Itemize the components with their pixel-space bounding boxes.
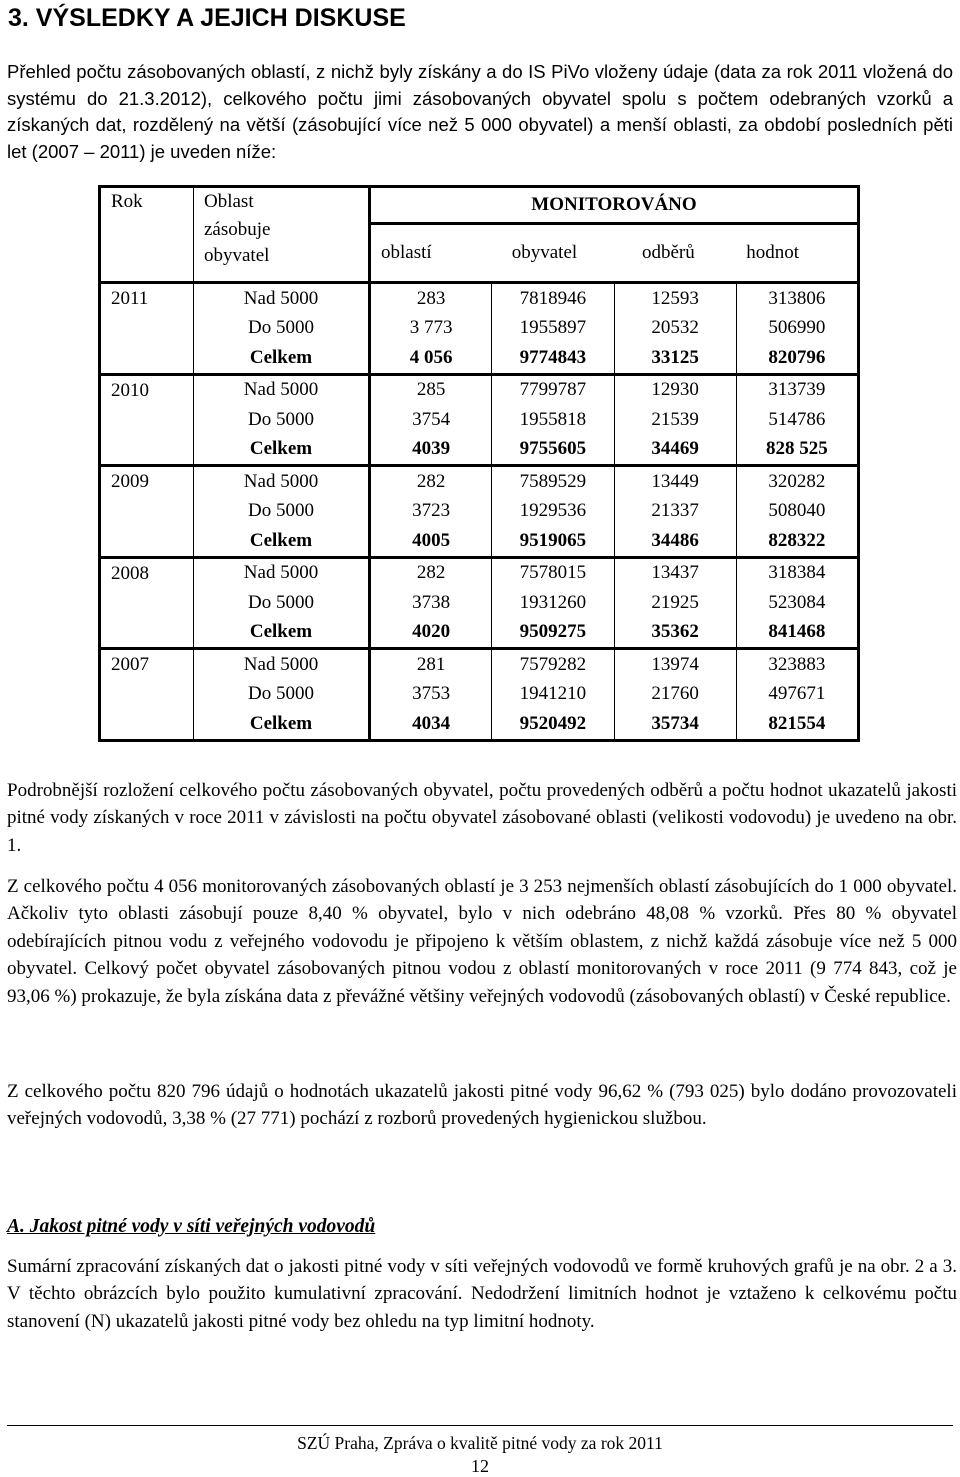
cell-region: Do 5000: [194, 497, 370, 527]
cell-year: 2007: [100, 649, 194, 741]
cell-obyvatel: 9755605: [492, 435, 614, 466]
paragraph-2: Z celkového počtu 4 056 monitorovaných zásobovaných oblastí je 3 253 nejmenších oblastí zásobujících do 1 000 obyvatel. Ačkoliv tyto oblasti zásobují pouze 8,40 % obyvatel, bylo v nich odebráno 48,08 % vzorků. Přes 80 % obyvatel odebírajících pitnou vodu z veřejného vodovodu je připojeno k větším oblastem, z nichž každá zásobuje více než 5 000 obyvatel. Celkový počet obyvatel zásobovaných pitnou vodou z oblastí monitorovaných v roce 2011 (9 774 843, což je 93,06 %) prokazuje, že byla získána data z převážné většiny veřejných vodovodů (zásobovaných oblastí) v České republice.: [7, 876, 957, 1007]
cell-hodnot: 320282: [736, 466, 858, 497]
cell-oblasti: 4 056: [370, 343, 492, 374]
cell-oblasti: 285: [370, 374, 492, 405]
cell-obyvatel: 7579282: [492, 649, 614, 680]
header-oblasti: oblastí: [370, 224, 492, 283]
cell-hodnot: 523084: [768, 591, 826, 613]
cell-obyvatel: 9509275: [492, 618, 614, 649]
header-oblast-line2: zásobuje: [204, 219, 271, 240]
cell-obyvatel: 1955897: [492, 314, 614, 344]
cell-oblasti: 4034: [370, 709, 492, 740]
cell-region: Nad 5000: [194, 649, 370, 680]
cell-odberu: 12930: [614, 374, 736, 405]
table-row: [100, 588, 859, 618]
footer-text: SZÚ Praha, Zpráva o kvalitě pitné vody za rok 2011: [297, 1433, 663, 1453]
cell-hodnot: 313806: [736, 283, 858, 314]
cell-odberu: 20532: [614, 314, 736, 344]
cell-hodnot: 508040: [768, 500, 826, 522]
table-body: [100, 283, 859, 741]
section-a-title: A. Jakost pitné vody v síti veřejných vodovodů: [7, 1216, 376, 1237]
cell-oblasti: 4005: [370, 526, 492, 557]
header-monitorovano: MONITOROVÁNO: [370, 187, 859, 224]
cell-odberu: 33125: [614, 343, 736, 374]
paragraph-3: Z celkového počtu 820 796 údajů o hodnotách ukazatelů jakosti pitné vody 96,62 % (793 025) bylo dodáno provozovateli veřejných vodovodů, 3,38 % (27 771) pochází z rozborů provedených hygienickou službou.: [7, 1081, 957, 1130]
cell-hodnot: 323883: [736, 649, 858, 680]
table-row: [100, 618, 859, 649]
header-odberu: odběrů: [614, 224, 736, 283]
cell-odberu: 21760: [614, 680, 736, 710]
cell-region: Nad 5000: [194, 374, 370, 405]
cell-odberu: 13449: [614, 466, 736, 497]
cell-region: Celkem: [194, 343, 370, 374]
cell-hodnot: 506990: [768, 317, 826, 339]
cell-obyvatel: 9519065: [492, 526, 614, 557]
cell-region: Nad 5000: [194, 283, 370, 314]
cell-oblasti: 283: [370, 283, 492, 314]
paragraph-4: Sumární zpracování získaných dat o jakosti pitné vody v síti veřejných vodovodů ve formě kruhových grafů je na obr. 2 a 3. V těchto obrázcích bylo použito kumulativní zpracování. Nedodržení limitních hodnot je vztaženo k celkovému počtu stanovení (N) ukazatelů jakosti pitné vody bez ohledu na typ limitní hodnoty.: [7, 1256, 957, 1332]
header-oblast-line3: obyvatel: [204, 245, 270, 266]
table-row: [100, 374, 859, 405]
cell-hodnot: 828 525: [766, 438, 828, 460]
cell-hodnot: 318384: [736, 557, 858, 588]
cell-oblasti: 281: [370, 649, 492, 680]
page-number: 12: [471, 1456, 489, 1476]
cell-hodnot: 841468: [768, 621, 826, 643]
cell-odberu: 13437: [614, 557, 736, 588]
cell-region: Do 5000: [194, 405, 370, 435]
cell-oblasti: 4039: [370, 435, 492, 466]
cell-obyvatel: 9774843: [492, 343, 614, 374]
cell-year: 2010: [100, 374, 194, 466]
cell-oblasti: 282: [370, 557, 492, 588]
cell-year: 2011: [100, 283, 194, 375]
monitoring-table: [98, 185, 860, 742]
cell-year: 2008: [100, 557, 194, 649]
cell-region: Do 5000: [194, 680, 370, 710]
table-row: [100, 405, 859, 435]
table-row: [100, 497, 859, 527]
cell-obyvatel: 1955818: [492, 405, 614, 435]
header-rok: Rok: [100, 187, 194, 283]
table-row: [100, 709, 859, 740]
cell-obyvatel: 7578015: [492, 557, 614, 588]
table-row: [100, 283, 859, 314]
paragraph-1: Podrobnější rozložení celkového počtu zásobovaných obyvatel, počtu provedených odběrů a počtu hodnot ukazatelů jakosti pitné vody získaných v roce 2011 v závislosti na počtu obyvatel zásobované oblasti (velikosti vodovodu) je uvedeno na obr. 1.: [7, 780, 957, 856]
cell-oblasti: 282: [370, 466, 492, 497]
cell-region: Celkem: [194, 618, 370, 649]
header-hodnot: hodnot: [736, 224, 858, 283]
cell-hodnot: 497671: [768, 683, 826, 705]
cell-hodnot: 313739: [736, 374, 858, 405]
header-oblast: [194, 187, 370, 283]
cell-odberu: 34486: [614, 526, 736, 557]
cell-hodnot: 828322: [768, 529, 826, 551]
footer-divider: [7, 1425, 953, 1426]
cell-odberu: 13974: [614, 649, 736, 680]
table-row: [100, 343, 859, 374]
cell-oblasti: 3754: [370, 405, 492, 435]
cell-obyvatel: 1941210: [492, 680, 614, 710]
cell-oblasti: 3 773: [370, 314, 492, 344]
cell-region: Celkem: [194, 435, 370, 466]
cell-region: Do 5000: [194, 588, 370, 618]
cell-obyvatel: 9520492: [492, 709, 614, 740]
cell-oblasti: 3738: [370, 588, 492, 618]
cell-obyvatel: 1931260: [492, 588, 614, 618]
table-row: [100, 680, 859, 710]
table-row: [100, 314, 859, 344]
cell-obyvatel: 7799787: [492, 374, 614, 405]
cell-odberu: 21539: [614, 405, 736, 435]
table-row: [100, 526, 859, 557]
cell-odberu: 35734: [614, 709, 736, 740]
cell-obyvatel: 7818946: [492, 283, 614, 314]
cell-hodnot: 514786: [768, 408, 826, 430]
cell-hodnot: 820796: [768, 346, 826, 368]
table-row: [100, 466, 859, 497]
table-row: [100, 435, 859, 466]
section-heading: 3. VÝSLEDKY A JEJICH DISKUSE: [8, 4, 406, 32]
cell-obyvatel: 7589529: [492, 466, 614, 497]
cell-hodnot: 821554: [768, 712, 826, 734]
header-oblast-line1: Oblast: [204, 191, 254, 212]
cell-region: Nad 5000: [194, 466, 370, 497]
cell-odberu: 34469: [614, 435, 736, 466]
cell-region: Nad 5000: [194, 557, 370, 588]
table-row: [100, 557, 859, 588]
intro-paragraph: Přehled počtu zásobovaných oblastí, z nichž byly získány a do IS PiVo vloženy údaje (data za rok 2011 vložená do systému do 21.3.2012), celkového počtu jimi zásobovaných obyvatel spolu s počtem odebraných vzorků a získaných dat, rozdělený na větší (zásobující více než 5 000 obyvatel) a menší oblasti, za období posledních pěti let (2007 – 2011) je uveden níže:: [7, 61, 953, 163]
cell-oblasti: 3753: [370, 680, 492, 710]
cell-oblasti: 4020: [370, 618, 492, 649]
header-obyvatel: obyvatel: [492, 224, 614, 283]
cell-oblasti: 3723: [370, 497, 492, 527]
cell-odberu: 21337: [614, 497, 736, 527]
cell-odberu: 21925: [614, 588, 736, 618]
cell-odberu: 35362: [614, 618, 736, 649]
cell-region: Celkem: [194, 526, 370, 557]
cell-region: Celkem: [194, 709, 370, 740]
cell-year: 2009: [100, 466, 194, 558]
cell-obyvatel: 1929536: [492, 497, 614, 527]
cell-odberu: 12593: [614, 283, 736, 314]
table-row: [100, 649, 859, 680]
cell-region: Do 5000: [194, 314, 370, 344]
